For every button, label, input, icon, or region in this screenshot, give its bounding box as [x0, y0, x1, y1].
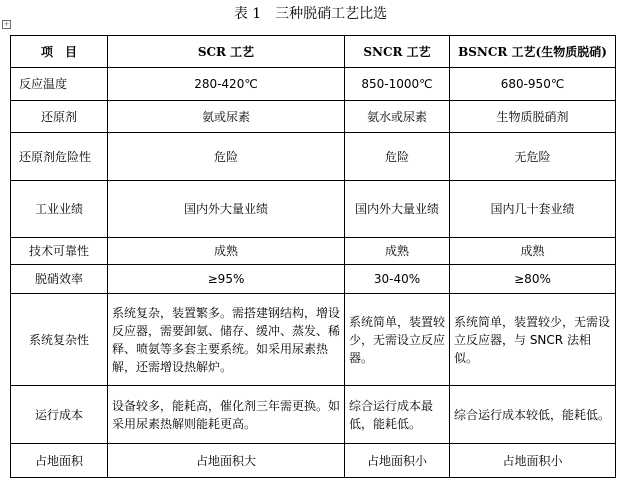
cell-sncr: 系统简单，装置较少，无需设立反应器。	[345, 294, 450, 386]
cell-sncr: 综合运行成本最低，能耗低。	[345, 386, 450, 444]
cell-scr: ≥95%	[108, 265, 345, 294]
cell-scr: 成熟	[108, 238, 345, 265]
header-scr: SCR 工艺	[108, 36, 345, 68]
table-row	[11, 238, 616, 265]
cell-sncr: 30-40%	[345, 265, 450, 294]
cell-scr: 危险	[108, 133, 345, 181]
row-label: 工业业绩	[11, 181, 108, 238]
table-row	[11, 294, 616, 386]
cell-scr: 氨或尿素	[108, 101, 345, 133]
cell-scr: 占地面积大	[108, 444, 345, 478]
row-label: 还原剂危险性	[11, 133, 108, 181]
cell-bsncr: 国内几十套业绩	[450, 181, 616, 238]
cell-bsncr: 生物质脱硝剂	[450, 101, 616, 133]
row-label: 系统复杂性	[11, 294, 108, 386]
cell-sncr: 成熟	[345, 238, 450, 265]
header-item: 项 目	[11, 36, 108, 68]
cell-bsncr: 占地面积小	[450, 444, 616, 478]
cell-bsncr: 系统简单，装置较少，无需设立反应器，与 SNCR 法相似。	[450, 294, 616, 386]
caption-label: 表 1	[233, 6, 262, 22]
header-bsncr: BSNCR 工艺(生物质脱硝)	[450, 36, 616, 68]
table-row	[11, 386, 616, 444]
cell-bsncr: 综合运行成本较低，能耗低。	[450, 386, 616, 444]
cell-sncr: 850-1000℃	[345, 68, 450, 101]
row-label: 脱硝效率	[11, 265, 108, 294]
cell-sncr: 危险	[345, 133, 450, 181]
header-row	[11, 36, 616, 68]
row-label: 技术可靠性	[11, 238, 108, 265]
cell-scr: 国内外大量业绩	[108, 181, 345, 238]
cell-sncr: 氨水或尿素	[345, 101, 450, 133]
table-row	[11, 101, 616, 133]
row-label: 还原剂	[11, 101, 108, 133]
cell-sncr: 国内外大量业绩	[345, 181, 450, 238]
row-label: 运行成本	[11, 386, 108, 444]
cell-scr: 系统复杂，装置繁多。需搭建钢结构，增设反应器，需要卸氨、储存、缓冲、蒸发、稀释、喷氨等多套主要系统。如采用尿素热解，还需增设热解炉。	[108, 294, 345, 386]
cell-bsncr: 无危险	[450, 133, 616, 181]
table-caption	[0, 4, 621, 24]
cell-scr: 280-420℃	[108, 68, 345, 101]
table-row	[11, 444, 616, 478]
table-row	[11, 265, 616, 294]
table-move-handle-icon[interactable]: +	[3, 20, 10, 28]
row-label: 占地面积	[11, 444, 108, 478]
cell-scr: 设备较多，能耗高，催化剂三年需更换。如采用尿素热解则能耗更高。	[108, 386, 345, 444]
cell-bsncr: ≥80%	[450, 265, 616, 294]
cell-bsncr: 成熟	[450, 238, 616, 265]
caption-title: 三种脱硝工艺比选	[275, 6, 388, 22]
table-row	[11, 181, 616, 238]
header-sncr: SNCR 工艺	[345, 36, 450, 68]
row-label: 反应温度	[11, 68, 108, 101]
cell-bsncr: 680-950℃	[450, 68, 616, 101]
cell-sncr: 占地面积小	[345, 444, 450, 478]
table-row	[11, 133, 616, 181]
comparison-table	[10, 35, 616, 478]
table-row	[11, 68, 616, 101]
